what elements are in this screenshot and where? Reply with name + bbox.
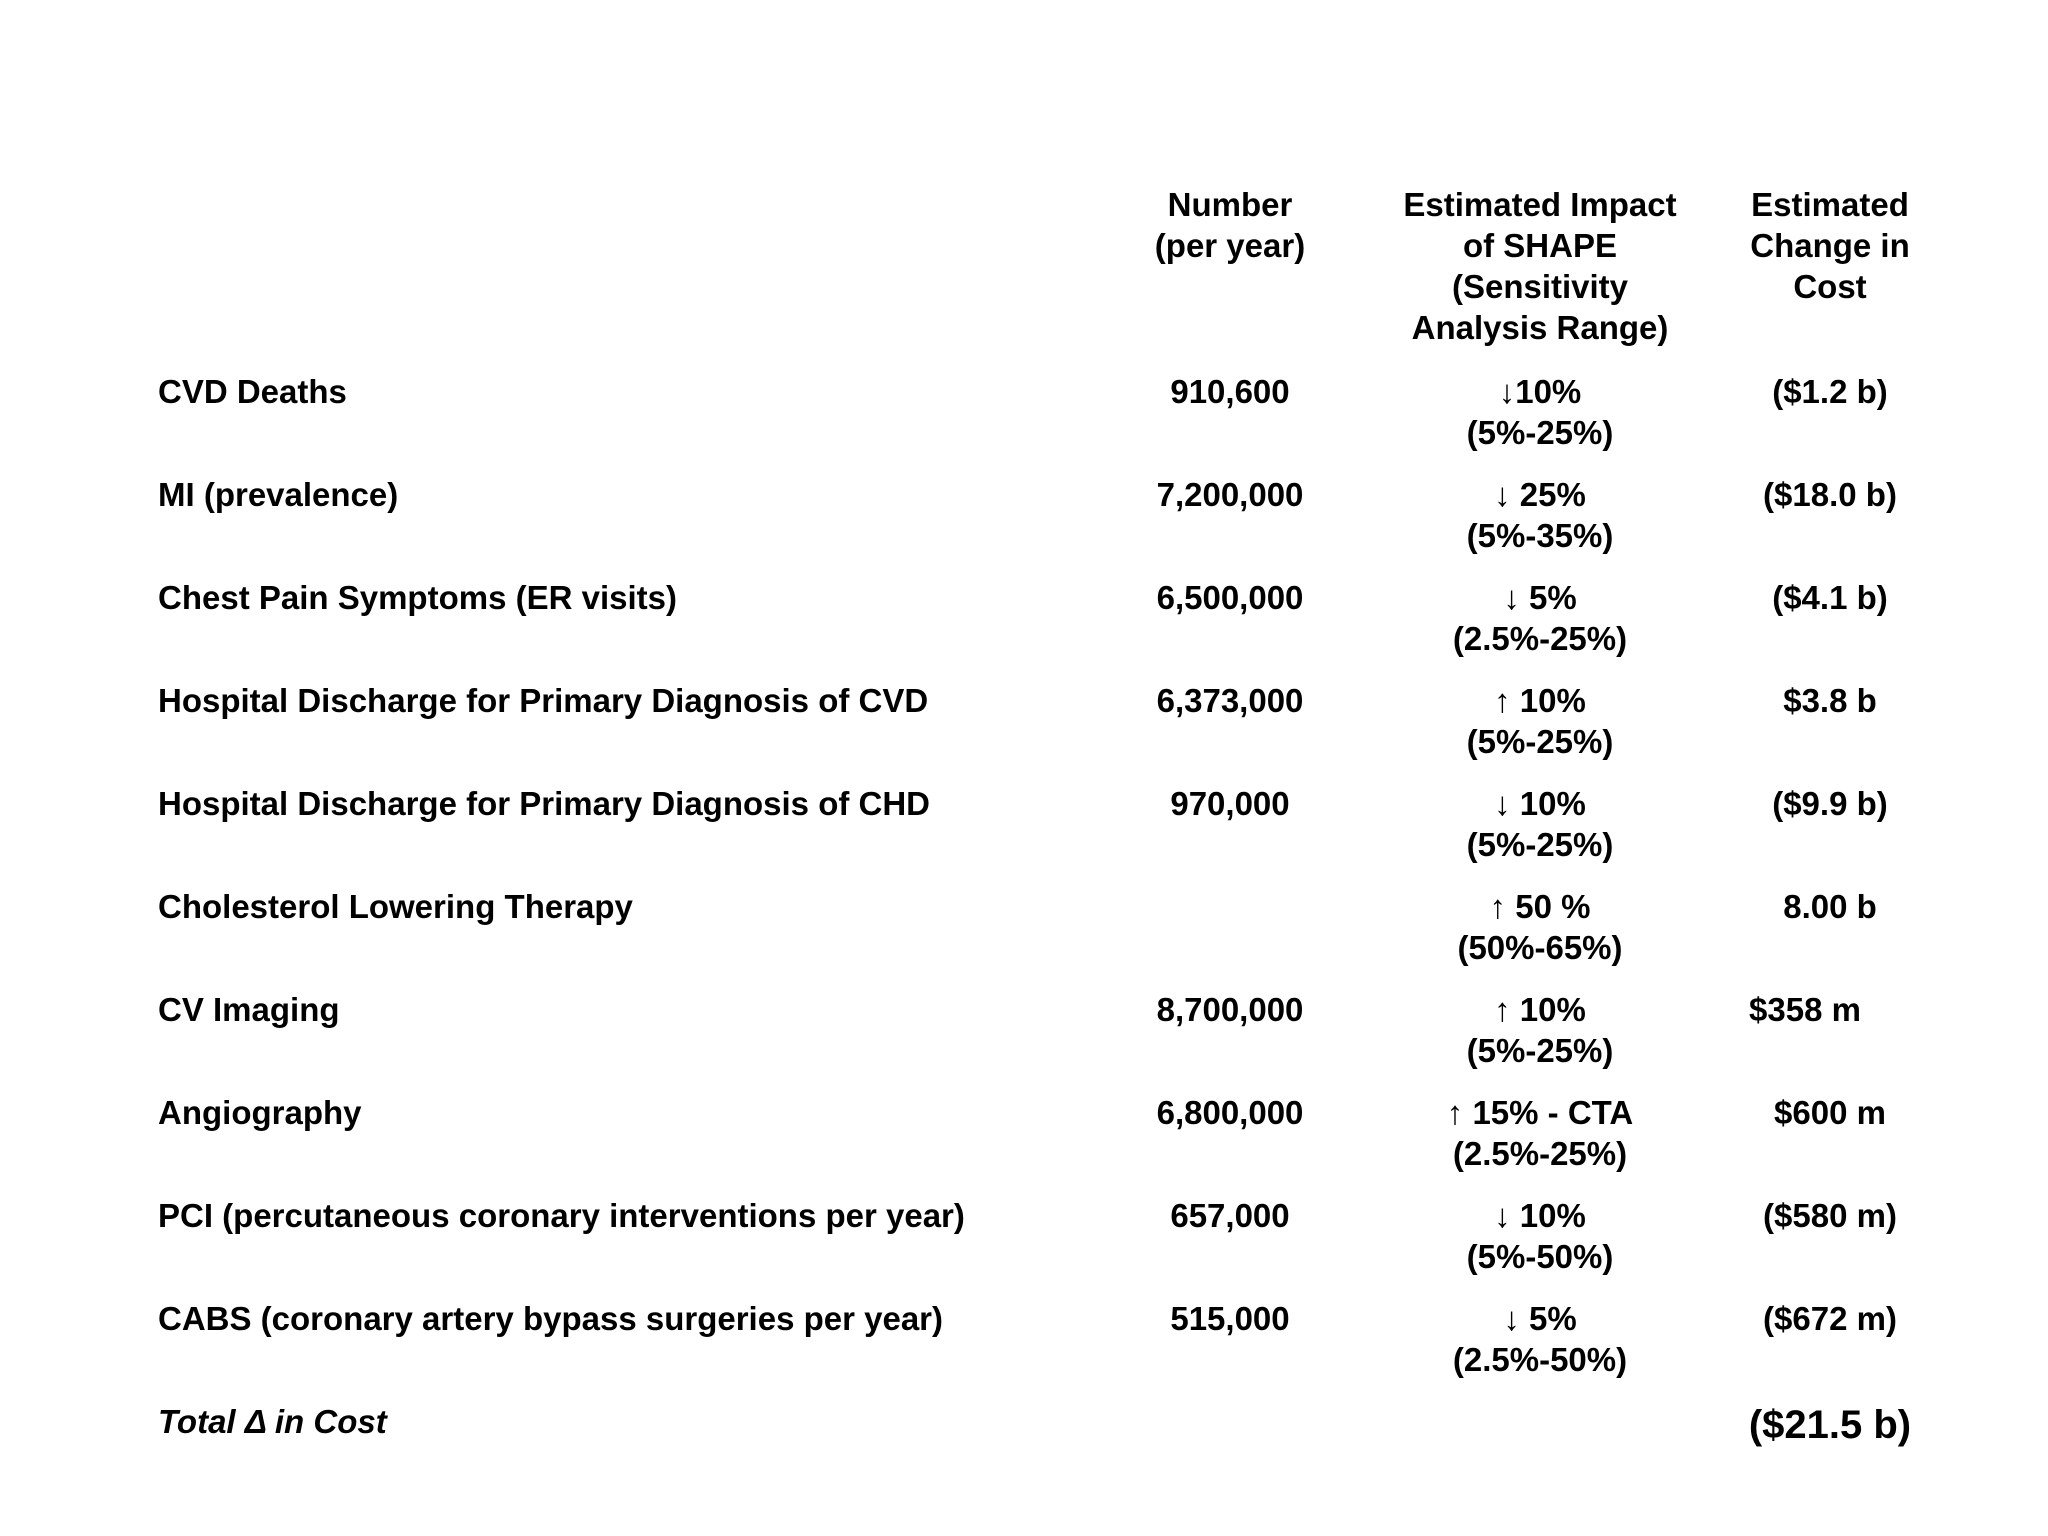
impact-range: (5%-25%): [1466, 1032, 1614, 1069]
row-impact: [1370, 989, 1710, 1071]
impact-range: (5%-35%): [1466, 517, 1614, 554]
impact-range: (5%-25%): [1466, 414, 1614, 451]
row-number: 7,200,000: [1156, 476, 1304, 513]
row-number: 8,700,000: [1156, 991, 1304, 1028]
row-impact: [1370, 1195, 1710, 1277]
row-cost: 8.00 b: [1783, 888, 1877, 925]
row-impact: [1370, 1092, 1710, 1174]
row-impact: [1370, 474, 1710, 556]
header-cost-line: Estimated: [1751, 186, 1909, 223]
table-row: [0, 577, 2048, 677]
header-impact-line: Analysis Range): [1411, 309, 1669, 346]
impact-range: (2.5%-25%): [1452, 1135, 1628, 1172]
row-cost: $358 m: [1749, 991, 1861, 1028]
table-row: [0, 1298, 2048, 1398]
impact-range: (5%-25%): [1466, 826, 1614, 863]
row-number: 6,500,000: [1156, 579, 1304, 616]
header-number-line: Number: [1167, 186, 1293, 223]
impact-range: (5%-25%): [1466, 723, 1614, 760]
header-number-line: (per year): [1154, 227, 1306, 264]
row-cost: ($1.2 b): [1772, 373, 1888, 410]
impact-value: ↑ 50 %: [1489, 888, 1591, 925]
row-cost: ($580 m): [1763, 1197, 1897, 1234]
row-cost: ($18.0 b): [1763, 476, 1897, 513]
header-cost-line: Cost: [1793, 268, 1867, 305]
table-row: [0, 680, 2048, 780]
total-label: Total Δ in Cost: [158, 1403, 387, 1440]
table-row: [0, 989, 2048, 1089]
table-row: [0, 886, 2048, 986]
header-impact-line: Estimated Impact: [1403, 186, 1677, 223]
row-impact: [1370, 886, 1710, 968]
impact-range: (50%-65%): [1457, 929, 1623, 966]
row-number: 6,373,000: [1156, 682, 1304, 719]
row-label: MI (prevalence): [158, 476, 399, 513]
row-label: Angiography: [158, 1094, 362, 1131]
row-number: 910,600: [1170, 373, 1290, 410]
impact-value: ↓ 5%: [1503, 1300, 1577, 1337]
table-row: [0, 1195, 2048, 1295]
row-number: 515,000: [1170, 1300, 1290, 1337]
impact-value: ↓ 25%: [1494, 476, 1586, 513]
row-cost: $600 m: [1774, 1094, 1886, 1131]
impact-range: (2.5%-50%): [1452, 1341, 1628, 1378]
impact-value: ↓ 10%: [1494, 785, 1586, 822]
row-label: PCI (percutaneous coronary interventions per year): [158, 1197, 965, 1234]
impact-range: (2.5%-25%): [1452, 620, 1628, 657]
impact-value: ↓ 5%: [1503, 579, 1577, 616]
table-row: [0, 783, 2048, 883]
row-impact: [1370, 783, 1710, 865]
impact-value: ↑ 10%: [1494, 991, 1586, 1028]
row-label: CVD Deaths: [158, 373, 347, 410]
row-label: Hospital Discharge for Primary Diagnosis of CHD: [158, 785, 931, 822]
row-label: Cholesterol Lowering Therapy: [158, 888, 633, 925]
row-cost: ($4.1 b): [1772, 579, 1888, 616]
row-cost: $3.8 b: [1783, 682, 1877, 719]
row-label: Hospital Discharge for Primary Diagnosis of CVD: [158, 682, 929, 719]
impact-value: ↑ 10%: [1494, 682, 1586, 719]
impact-value: ↓10%: [1498, 373, 1582, 410]
header-number: [1110, 184, 1350, 266]
header-impact-line: of SHAPE: [1462, 227, 1617, 264]
row-number: 970,000: [1170, 785, 1290, 822]
row-number: 6,800,000: [1156, 1094, 1304, 1131]
row-label: CV Imaging: [158, 991, 340, 1028]
row-label: CABS (coronary artery bypass surgeries per year): [158, 1300, 944, 1337]
impact-value: ↓ 10%: [1494, 1197, 1586, 1234]
total-value: ($21.5 b): [1748, 1403, 1912, 1447]
impact-value: ↑ 15% - CTA: [1446, 1094, 1634, 1131]
row-label: Chest Pain Symptoms (ER visits): [158, 579, 677, 616]
row-impact: [1370, 577, 1710, 659]
row-impact: [1370, 371, 1710, 453]
table-row: [0, 371, 2048, 471]
header-impact-line: (Sensitivity: [1451, 268, 1629, 305]
table-row: [0, 1092, 2048, 1192]
impact-range: (5%-50%): [1466, 1238, 1614, 1275]
table-row: [0, 474, 2048, 574]
header-cost-line: Change in: [1750, 227, 1910, 264]
row-impact: [1370, 680, 1710, 762]
row-impact: [1370, 1298, 1710, 1380]
row-cost: ($672 m): [1763, 1300, 1897, 1337]
row-number: 657,000: [1170, 1197, 1290, 1234]
header-impact: [1370, 184, 1710, 348]
header-cost: [1710, 184, 1950, 307]
row-cost: ($9.9 b): [1772, 785, 1888, 822]
